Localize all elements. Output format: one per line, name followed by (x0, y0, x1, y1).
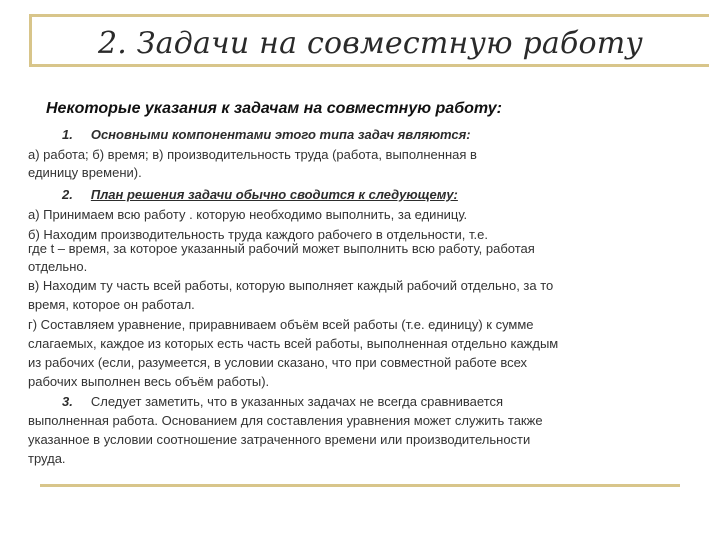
text-line: единицу времени). (28, 165, 142, 180)
text-line: отдельно. (28, 259, 88, 274)
point-2-number: 2. (62, 187, 73, 202)
text-line: а) работа; б) время; в) производительность труда (работа, выполненная в (28, 147, 477, 162)
text-line: в) Находим ту часть всей работы, которую выполняет каждый рабочий отдельно, за то (28, 278, 554, 293)
text-line: рабочих выполнен весь объём работы). (28, 374, 270, 389)
point-1 (62, 126, 720, 144)
text-line: а) Принимаем всю работу . которую необходимо выполнить, за единицу. (28, 207, 468, 222)
text-line: б) Находим производительность труда каждого рабочего в отдельности, т.е. (28, 227, 488, 242)
text-line: время, которое он работал. (28, 297, 195, 312)
point-2 (62, 186, 720, 204)
point-2-heading: План решения задачи обычно сводится к следующему: (90, 187, 458, 202)
top-rule (29, 14, 709, 17)
bottom-rule (40, 484, 680, 487)
left-accent-bar (29, 14, 32, 66)
text-line: указанное в условии соотношение затраченного времени или производительности (28, 432, 531, 447)
text-line: где t – время, за которое указанный рабочий может выполнить всю работу, работая (28, 241, 535, 256)
section-subtitle: Некоторые указания к задачам на совместную работу: (46, 100, 502, 117)
point-3-text: Следует заметить, что в указанных задачах не всегда сравнивается (90, 394, 504, 409)
point-3 (62, 393, 720, 411)
slide-title: 2. Задачи на совместную работу (98, 26, 643, 61)
point-3-number: 3. (62, 394, 73, 409)
text-line: из рабочих (если, разумеется, в условии сказано, что при совместной работе всех (28, 355, 528, 370)
text-line: выполненная работа. Основанием для составления уравнения может служить также (28, 413, 543, 428)
text-line: слагаемых, каждое из которых есть часть всей работы, выполненная отдельно каждым (28, 336, 559, 351)
point-1-number: 1. (62, 127, 73, 142)
title-underline-rule (29, 64, 709, 67)
text-line: г) Составляем уравнение, приравниваем объём всей работы (т.е. единицу) к сумме (28, 317, 534, 332)
text-line: труда. (28, 451, 66, 466)
point-1-heading: Основными компонентами этого типа задач являются: (90, 127, 471, 142)
